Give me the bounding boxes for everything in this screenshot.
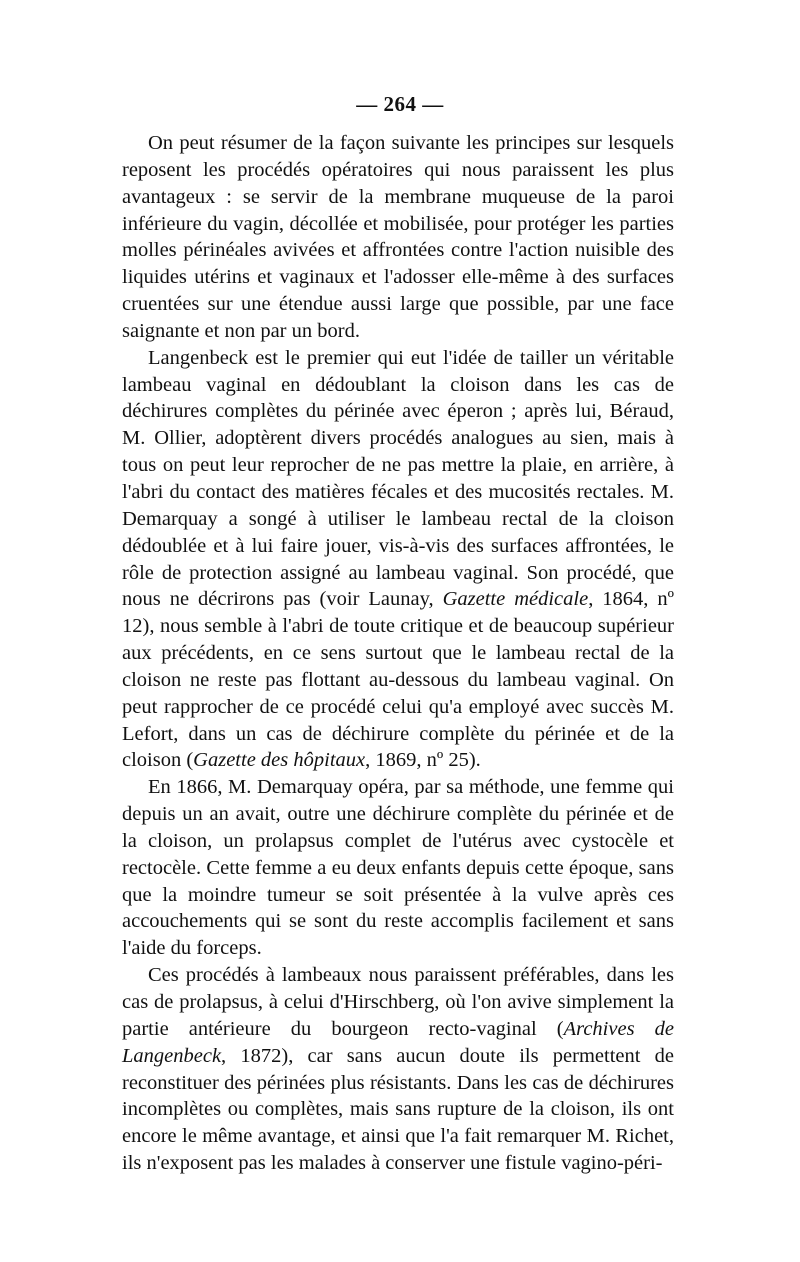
text-segment: Langenbeck est le premier qui eut l'idée de tailler un véritable lambeau vaginal en dédoublant la cloison dans les cas de déchirures complètes du périnée avec éperon ; après lui, Béraud, M. Ollier, adoptèrent divers procédés analogues au sien, mais à tous on peut leur reprocher de ne pas mettre la plaie, en arrière, à l'abri du contact des matières fécales et des mucosités rectales. M. Demarquay a songé à utiliser le lambeau rectal de la cloison dédoublée et à lui faire jouer, vis-à-vis des surfaces affrontées, le rôle de protection assigné au lambeau vaginal. Son procédé, que nous ne décrirons pas (voir Launay,	[122, 346, 674, 611]
text-segment: En 1866, M. Demarquay opéra, par sa méthode, une femme qui depuis un an avait, outre une déchirure complète du périnée et de la cloison, un prolapsus complet de l'utérus avec cystocèle et rectocèle. Cette femme a eu deux enfants depuis cette époque, sans que la moindre tumeur se soit présentée à la vulve après ces accouchements qui se sont du reste accomplis facilement et sans l'aide du forceps.	[122, 776, 674, 960]
reference-gazette-medicale: Gazette médicale	[442, 588, 589, 611]
text-segment: Ces procédés à lambeaux nous paraissent préférables, dans les cas de prolapsus, à celui d'Hirschberg, où l'on avive simplement la partie antérieure du bourgeon recto-vaginal (	[122, 964, 674, 1040]
text-segment: On peut résumer de la façon suivante les principes sur lesquels reposent les procédés opératoires qui nous paraissent les plus avantageux : se servir de la membrane muqueuse de la paroi inférieure du vagin, décollée et mobilisée, pour protéger les parties molles périnéales avivées et affrontées contre l'action nuisible des liquides utérins et vaginaux et l'adosser elle-même à des surfaces cruentées sur une étendue aussi large que possible, par une face saignante et non par un bord.	[122, 132, 674, 342]
text-segment: , 1864, nº 12), nous semble à l'abri de toute critique et de beaucoup supérieur aux précédents, en ce sens surtout que le lambeau rectal de la cloison ne reste pas flottant au-dessous du lambeau vaginal. On peut rapprocher de ce procédé celui qu'a employé avec succès M. Lefort, dans un cas de déchirure complète du périnée et de la cloison (	[122, 588, 674, 772]
paragraph-lambeaux	[122, 962, 674, 1177]
text-segment: , 1872), car sans aucun doute ils permettent de reconstituer des périnées plus résistants. Dans les cas de déchirures incomplètes ou complètes, mais sans rupture de la cloison, ils ont encore le même avantage, et ainsi que l'a fait remarquer M. Richet, ils n'exposent pas les malades à conserver une fistule vagino-péri-	[122, 1044, 674, 1175]
paragraph-langenbeck	[122, 345, 674, 775]
reference-archives-langenbeck: Archives de Langenbeck	[122, 1017, 674, 1067]
body-text	[122, 130, 674, 1177]
page-number: — 264 —	[356, 92, 444, 116]
paragraph-demarquay-1866	[122, 774, 674, 962]
paragraph-principles	[122, 130, 674, 345]
text-segment: , 1869, nº 25).	[365, 749, 481, 772]
reference-gazette-hopitaux: Gazette des hôpitaux	[193, 749, 366, 772]
